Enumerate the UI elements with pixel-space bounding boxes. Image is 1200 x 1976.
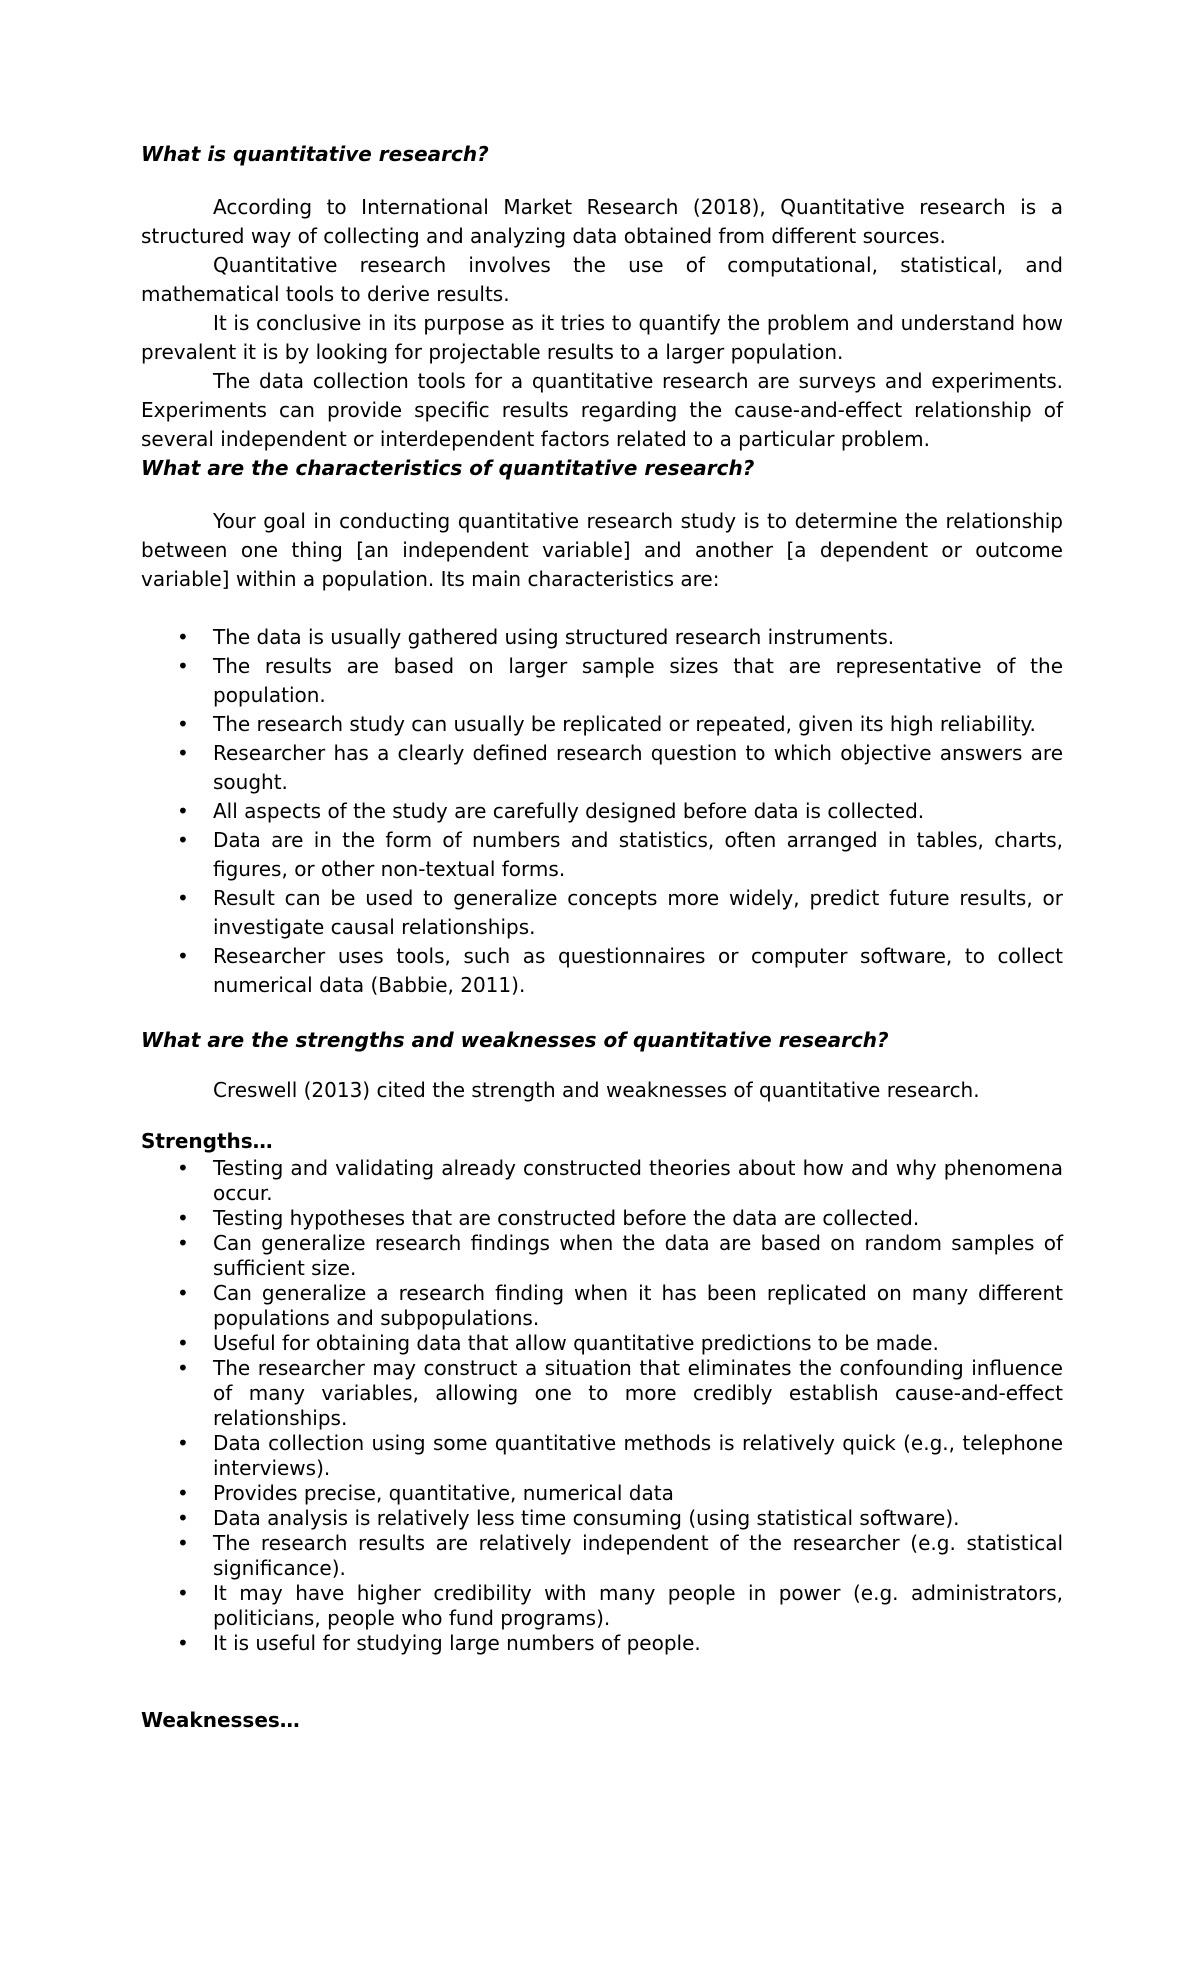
list-item: • Data analysis is relatively less time consuming (using statistical software). [177, 1506, 960, 1530]
bullet-icon: • [177, 828, 189, 852]
list-item: • Can generalize a research finding when it has been replicated on many different populations and subpopulations. [177, 1281, 1063, 1330]
list-item: • The researcher may construct a situation that eliminates the confounding influence of many variables, allowing one to more credibly establish cause-and-effect relationships. [177, 1356, 1063, 1430]
bullet-icon: • [177, 1331, 189, 1355]
paragraph-tools: Quantitative research involves the use of computational, statistical, and mathematical tools to derive results. [141, 253, 1063, 306]
bullet-icon: • [177, 944, 189, 968]
paragraph-characteristics-intro: Your goal in conducting quantitative research study is to determine the relationship between one thing [an independent variable] and another [a dependent or outcome variable] within a population. Its main characteristics are: [141, 509, 1063, 591]
bullet-icon: • [177, 1531, 189, 1555]
list-item: • Can generalize research findings when the data are based on random samples of sufficient size. [177, 1231, 1063, 1280]
paragraph-data-collection: The data collection tools for a quantitative research are surveys and experiments. Experiments can provide specific results regarding the cause-and-effect relationship of several independent or interdependent factors related to a particular problem. [141, 369, 1063, 451]
list-item: • The data is usually gathered using structured research instruments. [141, 623, 1063, 652]
list-item: • The research results are relatively independent of the researcher (e.g. statistical significance). [177, 1531, 1063, 1580]
bullet-icon: • [177, 799, 189, 823]
bullet-icon: • [177, 1506, 189, 1530]
bullet-icon: • [177, 1356, 189, 1380]
bullet-icon: • [177, 741, 189, 765]
list-item: • Data are in the form of numbers and statistics, often arranged in tables, charts, figures, or other non-textual forms. [177, 828, 1063, 881]
list-item: • Useful for obtaining data that allow quantitative predictions to be made. [177, 1331, 939, 1355]
paragraph-conclusive: It is conclusive in its purpose as it tries to quantify the problem and understand how prevalent it is by looking for projectable results to a larger population. [141, 311, 1063, 364]
bullet-icon: • [177, 1581, 189, 1605]
list-item: • Testing hypotheses that are constructed before the data are collected. [177, 1206, 920, 1230]
list-item: • All aspects of the study are carefully designed before data is collected. [141, 797, 1063, 826]
bullet-icon: • [177, 1206, 189, 1230]
strengths-list [141, 1156, 1063, 1656]
strengths-label: Strengths… [141, 1129, 273, 1153]
bullet-icon: • [177, 886, 189, 910]
heading-what-is-quantitative-research: What is quantitative research? [141, 142, 489, 166]
list-item: • Provides precise, quantitative, numerical data [177, 1481, 674, 1505]
list-item: • It may have higher credibility with many people in power (e.g. administrators, politicians, people who fund programs). [177, 1581, 1063, 1630]
paragraph-creswell: Creswell (2013) cited the strength and weaknesses of quantitative research. [213, 1078, 980, 1102]
list-item: • Researcher has a clearly defined research question to which objective answers are sought. [177, 741, 1063, 794]
bullet-icon: • [177, 1631, 189, 1655]
list-item: • The research study can usually be replicated or repeated, given its high reliability. [141, 710, 1063, 739]
heading-strengths-weaknesses: What are the strengths and weaknesses of quantitative research? [141, 1028, 889, 1052]
list-item: • Result can be used to generalize concepts more widely, predict future results, or investigate causal relationships. [177, 886, 1063, 939]
list-item: • Researcher uses tools, such as questionnaires or computer software, to collect numerical data (Babbie, 2011). [177, 944, 1063, 997]
characteristics-list [141, 623, 1063, 1000]
bullet-icon: • [177, 1481, 189, 1505]
bullet-icon: • [177, 1156, 189, 1180]
list-item: • Data collection using some quantitative methods is relatively quick (e.g., telephone interviews). [177, 1431, 1063, 1480]
heading-characteristics: What are the characteristics of quantitative research? [141, 456, 755, 480]
document-page [141, 140, 1063, 1735]
paragraph-definition: According to International Market Research (2018), Quantitative research is a structured way of collecting and analyzing data obtained from different sources. [141, 195, 1063, 248]
list-item: • Testing and validating already constructed theories about how and why phenomena occur. [177, 1156, 1063, 1205]
weaknesses-label: Weaknesses… [141, 1708, 300, 1732]
bullet-icon: • [177, 712, 189, 736]
bullet-icon: • [177, 1231, 189, 1255]
bullet-icon: • [177, 654, 189, 678]
bullet-icon: • [177, 1431, 189, 1455]
bullet-icon: • [177, 1281, 189, 1305]
list-item: • The results are based on larger sample sizes that are representative of the population. [177, 654, 1063, 707]
bullet-icon: • [177, 625, 189, 649]
list-item: • It is useful for studying large numbers of people. [177, 1631, 701, 1655]
